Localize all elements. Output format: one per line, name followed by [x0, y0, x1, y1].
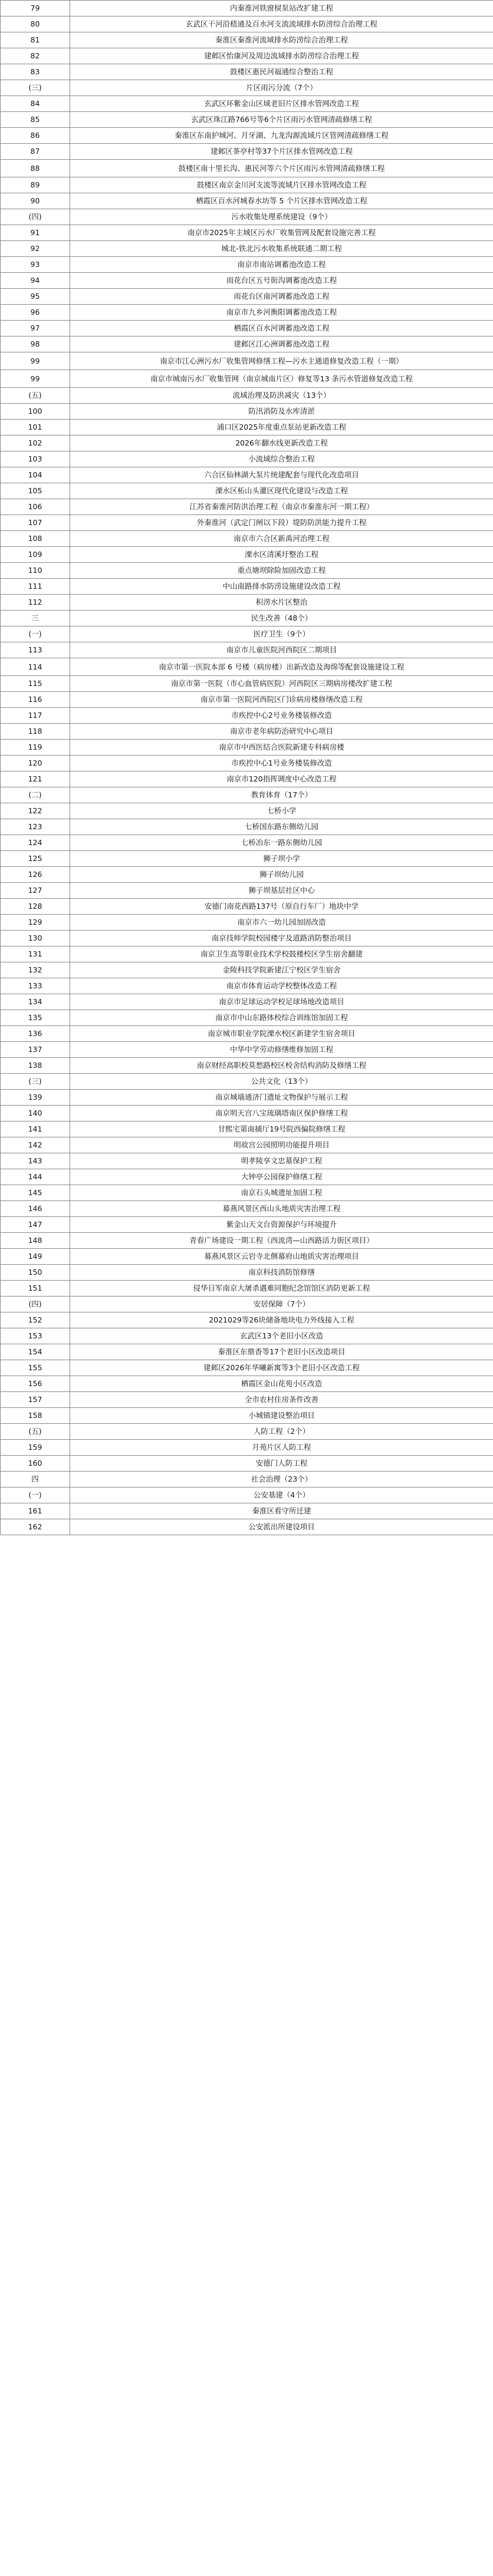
row-number: (三) — [1, 1074, 70, 1090]
project-name: 防汛消防及水库清淤 — [70, 404, 493, 420]
section-heading: 医疗卫生（9个） — [70, 626, 493, 642]
row-number: 84 — [1, 96, 70, 112]
row-number: 94 — [1, 273, 70, 289]
table-row — [1, 1472, 493, 1487]
project-name: 南京卫生高等职业技术学校鼓楼校区学生宿舍翻建 — [70, 946, 493, 962]
row-number: 154 — [1, 1344, 70, 1360]
row-number: 82 — [1, 48, 70, 64]
project-name: 玄武区干河沿嵇通及百水河支流流域排水防涝综合治理工程 — [70, 17, 493, 32]
table-row — [1, 611, 493, 626]
table-row — [1, 112, 493, 128]
project-name: 月苑片区人防工程 — [70, 1440, 493, 1456]
project-name: 栖霞区金山花苑小区改造 — [70, 1376, 493, 1392]
row-number: 144 — [1, 1169, 70, 1185]
row-number: 95 — [1, 289, 70, 305]
row-number: 142 — [1, 1137, 70, 1153]
row-number: 98 — [1, 337, 70, 352]
table-row — [1, 1519, 493, 1535]
project-name: 侵华日军南京大屠杀遇难同胞纪念馆馆区消防更新工程 — [70, 1281, 493, 1297]
project-name: 七桥国东路东侧幼儿园 — [70, 819, 493, 835]
table-row — [1, 1328, 493, 1344]
table-row — [1, 563, 493, 579]
row-number: 121 — [1, 771, 70, 787]
project-name: 江苏省秦淮河防洪治理工程（南京市秦淮东河一期工程） — [70, 499, 493, 515]
table-row — [1, 273, 493, 289]
table-row — [1, 337, 493, 352]
row-number: 87 — [1, 144, 70, 160]
project-name: 中华中学劳动修缮维修加固工程 — [70, 1042, 493, 1058]
section-heading: 人防工程（2个） — [70, 1424, 493, 1440]
project-name: 狮子坝小学 — [70, 851, 493, 867]
row-number: 128 — [1, 899, 70, 915]
project-name: 建邺区茶亭村等37个片区排水管网改造工程 — [70, 144, 493, 160]
section-heading: 流域治理及防洪减灾（13个） — [70, 388, 493, 404]
row-number: 99 — [1, 352, 70, 370]
table-row — [1, 1185, 493, 1201]
table-row — [1, 531, 493, 547]
table-row — [1, 1360, 493, 1376]
project-name: 紫金山天文台资源保护与环境提升 — [70, 1217, 493, 1233]
project-name: 南京市城南污水厂收集管网（南京城南片区）修复等13 条污水管道修复改造工程 — [70, 370, 493, 388]
row-number: 155 — [1, 1360, 70, 1376]
project-name: 南京市九乡河衡阳调蓄池改造工程 — [70, 305, 493, 321]
project-name: 玄武区珠江路766号等6个片区雨污水管网清疏修缮工程 — [70, 112, 493, 128]
table-row — [1, 483, 493, 499]
table-row — [1, 978, 493, 994]
row-number: 107 — [1, 515, 70, 531]
table-row — [1, 289, 493, 305]
row-number: 124 — [1, 835, 70, 851]
table-row — [1, 1, 493, 17]
row-number: 126 — [1, 867, 70, 883]
row-number: 141 — [1, 1122, 70, 1137]
project-name: 大钟亭公园保护修缮工程 — [70, 1169, 493, 1185]
row-number: 115 — [1, 676, 70, 692]
row-number: 134 — [1, 994, 70, 1010]
table-row — [1, 193, 493, 209]
project-name: 全市农村住房条件改善 — [70, 1392, 493, 1408]
project-name: 七桥小学 — [70, 803, 493, 819]
row-number: 86 — [1, 128, 70, 144]
row-number: 146 — [1, 1201, 70, 1217]
table-row — [1, 771, 493, 787]
table-row — [1, 1137, 493, 1153]
project-name: 南京明天宫八宝琉璃塔南区保护修缮工程 — [70, 1106, 493, 1122]
row-number: 116 — [1, 692, 70, 708]
row-number: 97 — [1, 321, 70, 337]
row-number: 123 — [1, 819, 70, 835]
project-name: 小城镇建设整治项目 — [70, 1408, 493, 1424]
table-row — [1, 1233, 493, 1249]
project-name: 南京市六一幼儿园加固改造 — [70, 915, 493, 931]
project-name: 南京市第一医院河西院区门诊病房楼修缮改造工程 — [70, 692, 493, 708]
table-row — [1, 1249, 493, 1265]
table-row — [1, 160, 493, 177]
row-number: 136 — [1, 1026, 70, 1042]
row-number: 88 — [1, 160, 70, 177]
row-number: 83 — [1, 64, 70, 80]
project-name: 溧水区清溪圩整治工程 — [70, 547, 493, 563]
row-number: 120 — [1, 756, 70, 771]
project-name: 安德门人防工程 — [70, 1456, 493, 1472]
table-row — [1, 579, 493, 595]
row-number: (一) — [1, 626, 70, 642]
row-number: (一) — [1, 1487, 70, 1503]
project-name: 鼓楼区南十里长沟、惠民河等六个片区雨污水管网清疏修缮工程 — [70, 160, 493, 177]
row-number: 143 — [1, 1153, 70, 1169]
project-name: 小流域综合整治工程 — [70, 451, 493, 467]
section-heading: 公安基建（4个） — [70, 1487, 493, 1503]
row-number: 156 — [1, 1376, 70, 1392]
table-row — [1, 321, 493, 337]
table-row — [1, 370, 493, 388]
row-number: 101 — [1, 420, 70, 436]
project-name: 南京市南站调蓄池改造工程 — [70, 257, 493, 273]
row-number: 137 — [1, 1042, 70, 1058]
row-number: (二) — [1, 787, 70, 803]
table-row — [1, 803, 493, 819]
project-name: 中山南路排水防涝设施建设改造工程 — [70, 579, 493, 595]
table-row — [1, 676, 493, 692]
table-row — [1, 1074, 493, 1090]
row-number: 159 — [1, 1440, 70, 1456]
section-heading: 社会治理（23个） — [70, 1472, 493, 1487]
row-number: 160 — [1, 1456, 70, 1472]
row-number: 93 — [1, 257, 70, 273]
row-number: (三) — [1, 80, 70, 96]
row-number: 132 — [1, 962, 70, 978]
table-row — [1, 1106, 493, 1122]
project-name: 南京石头城遗址加固工程 — [70, 1185, 493, 1201]
project-name: 甘熙宅第南捕厅19号院西偏院修缮工程 — [70, 1122, 493, 1137]
table-row — [1, 642, 493, 658]
row-number: 四 — [1, 1472, 70, 1487]
table-row — [1, 724, 493, 740]
project-name: 青春广场建设一期工程（西流湾—山西路活力街区项目） — [70, 1233, 493, 1249]
table-row — [1, 420, 493, 436]
project-name: 建邺区2026年华曦新寓等3个老旧小区改造工程 — [70, 1360, 493, 1376]
project-name: 玄武区13个老旧小区改造 — [70, 1328, 493, 1344]
project-name: 六合区仙林湖大泵片统建配套与现代化改造项目 — [70, 467, 493, 483]
project-table-body — [1, 1, 493, 1535]
table-row — [1, 658, 493, 676]
table-row — [1, 1169, 493, 1185]
row-number: 81 — [1, 32, 70, 48]
row-number: 106 — [1, 499, 70, 515]
project-name: 重点塘坝除险加固改造工程 — [70, 563, 493, 579]
project-name: 南京市足球运动学校足球场地改造项目 — [70, 994, 493, 1010]
table-row — [1, 994, 493, 1010]
table-row — [1, 595, 493, 611]
project-name: 秦淮区看守所迁建 — [70, 1503, 493, 1519]
table-row — [1, 867, 493, 883]
row-number: 149 — [1, 1249, 70, 1265]
table-row — [1, 962, 493, 978]
row-number: 99 — [1, 370, 70, 388]
row-number: 148 — [1, 1233, 70, 1249]
project-name: 建邺区江心洲调蓄池改造工程 — [70, 337, 493, 352]
table-row — [1, 404, 493, 420]
table-row — [1, 96, 493, 112]
table-row — [1, 1122, 493, 1137]
table-row — [1, 64, 493, 80]
project-name: 秦淮区东鼎香等17个老旧小区改造项目 — [70, 1344, 493, 1360]
row-number: (四) — [1, 209, 70, 225]
table-row — [1, 1487, 493, 1503]
row-number: 108 — [1, 531, 70, 547]
project-name: 外秦淮河（武定门闸以下段）堤防防洪能力提升工程 — [70, 515, 493, 531]
row-number: 130 — [1, 931, 70, 946]
row-number: 158 — [1, 1408, 70, 1424]
table-row — [1, 80, 493, 96]
table-row — [1, 1376, 493, 1392]
row-number: 152 — [1, 1312, 70, 1328]
table-row — [1, 1042, 493, 1058]
table-row — [1, 32, 493, 48]
row-number: 110 — [1, 563, 70, 579]
project-name: 公安派出所建设项目 — [70, 1519, 493, 1535]
table-row — [1, 626, 493, 642]
table-row — [1, 547, 493, 563]
project-name: 明故宫公园照明功能提升项目 — [70, 1137, 493, 1153]
row-number: 92 — [1, 241, 70, 257]
project-name: 南京市江心洲污水厂收集管网修缮工程—污水主通道修复改造工程（一期） — [70, 352, 493, 370]
project-name: 南京科技消防馆修缮 — [70, 1265, 493, 1281]
row-number: 96 — [1, 305, 70, 321]
table-row — [1, 467, 493, 483]
row-number: 151 — [1, 1281, 70, 1297]
project-name: 幕燕风景区西山头地质灾害治理工程 — [70, 1201, 493, 1217]
project-name: 玄武区环紫金山区域老旧片区排水管网改造工程 — [70, 96, 493, 112]
table-row — [1, 451, 493, 467]
row-number: 79 — [1, 1, 70, 17]
project-name: 南京市体育运动学校整体改造工程 — [70, 978, 493, 994]
table-row — [1, 436, 493, 451]
table-row — [1, 144, 493, 160]
table-row — [1, 931, 493, 946]
row-number: 119 — [1, 740, 70, 756]
table-row — [1, 1424, 493, 1440]
row-number: 117 — [1, 708, 70, 724]
section-heading: 片区雨污分流（7个） — [70, 80, 493, 96]
row-number: 135 — [1, 1010, 70, 1026]
project-name: 积涝水片区整治 — [70, 595, 493, 611]
project-name: 市疾控中心1号业务楼装修改造 — [70, 756, 493, 771]
project-name: 安德门南花西路137号（原自行车厂）地块中学 — [70, 899, 493, 915]
row-number: 103 — [1, 451, 70, 467]
row-number: 90 — [1, 193, 70, 209]
project-name: 鼓楼区惠民河福通综合整治工程 — [70, 64, 493, 80]
project-name: 南京市第一医院本部 6 号楼（病房楼）出新改造及海绵等配套设施建设工程 — [70, 658, 493, 676]
table-row — [1, 1058, 493, 1074]
project-name: 金陵科技学院新建江宁校区学生宿舍 — [70, 962, 493, 978]
project-name: 南京财经高职校莫愁路校区校舍结构消防及修缮工程 — [70, 1058, 493, 1074]
row-number: 138 — [1, 1058, 70, 1074]
table-row — [1, 305, 493, 321]
row-number: 100 — [1, 404, 70, 420]
row-number: 80 — [1, 17, 70, 32]
table-row — [1, 819, 493, 835]
table-row — [1, 946, 493, 962]
project-name: 狮子坝幼儿园 — [70, 867, 493, 883]
table-row — [1, 1440, 493, 1456]
table-row — [1, 1392, 493, 1408]
project-name: 南京城墙通济门遗址文物保护与展示工程 — [70, 1090, 493, 1106]
row-number: 125 — [1, 851, 70, 867]
row-number: 127 — [1, 883, 70, 899]
table-row — [1, 1503, 493, 1519]
table-row — [1, 128, 493, 144]
row-number: (五) — [1, 1424, 70, 1440]
project-name: 南京市2025年主城区污水厂收集管网及配套设施完善工程 — [70, 225, 493, 241]
row-number: 147 — [1, 1217, 70, 1233]
table-row — [1, 899, 493, 915]
project-name: 2021029等26块储备地块电力外线接入工程 — [70, 1312, 493, 1328]
table-row — [1, 835, 493, 851]
project-name: 栖霞区百水河调蓄池改造工程 — [70, 321, 493, 337]
project-name: 雨花台区五号街沟调蓄池改造工程 — [70, 273, 493, 289]
row-number: 139 — [1, 1090, 70, 1106]
row-number: 114 — [1, 658, 70, 676]
row-number: 161 — [1, 1503, 70, 1519]
project-name: 鼓楼区南京金川河支流等流域片区排水管网改造工程 — [70, 177, 493, 193]
row-number: 157 — [1, 1392, 70, 1408]
table-row — [1, 1153, 493, 1169]
project-name: 2026年翻水线更新改造工程 — [70, 436, 493, 451]
row-number: 140 — [1, 1106, 70, 1122]
project-name: 秦淮区秦淮河流域排水防涝综合治理工程 — [70, 32, 493, 48]
project-name: 溧水区柘山头灌区现代化建设与改造工程 — [70, 483, 493, 499]
section-heading: 民生改善（48个） — [70, 611, 493, 626]
table-row — [1, 708, 493, 724]
project-name: 内秦淮河铁窗棂泵站改扩建工程 — [70, 1, 493, 17]
row-number: 113 — [1, 642, 70, 658]
project-name: 明孝陵享文忠墓保护工程 — [70, 1153, 493, 1169]
table-row — [1, 851, 493, 867]
row-number: 145 — [1, 1185, 70, 1201]
table-row — [1, 1201, 493, 1217]
table-row — [1, 756, 493, 771]
table-row — [1, 48, 493, 64]
row-number: 118 — [1, 724, 70, 740]
project-name: 狮子坝基层社区中心 — [70, 883, 493, 899]
table-row — [1, 17, 493, 32]
table-row — [1, 1026, 493, 1042]
row-number: 153 — [1, 1328, 70, 1344]
project-name: 南京市中西医结合医院新建专科病房楼 — [70, 740, 493, 756]
table-row — [1, 499, 493, 515]
table-row — [1, 1265, 493, 1281]
project-name: 幕燕风景区云岩寺北侧幕府山地质灾害治理项目 — [70, 1249, 493, 1265]
table-row — [1, 740, 493, 756]
table-row — [1, 1281, 493, 1297]
row-number: 111 — [1, 579, 70, 595]
table-row — [1, 1408, 493, 1424]
row-number: 85 — [1, 112, 70, 128]
table-row — [1, 1312, 493, 1328]
table-row — [1, 1217, 493, 1233]
row-number: 102 — [1, 436, 70, 451]
project-name: 秦淮区东南护城河、月牙湖、九龙沟源流域片区管网清疏修缮工程 — [70, 128, 493, 144]
row-number: 104 — [1, 467, 70, 483]
table-row — [1, 883, 493, 899]
row-number: (五) — [1, 388, 70, 404]
project-name: 市疾控中心2号业务楼装修改造 — [70, 708, 493, 724]
table-row — [1, 1344, 493, 1360]
row-number: (四) — [1, 1297, 70, 1312]
row-number: 131 — [1, 946, 70, 962]
row-number: 150 — [1, 1265, 70, 1281]
project-name: 南京市六合区新禹河治理工程 — [70, 531, 493, 547]
row-number: 162 — [1, 1519, 70, 1535]
table-row — [1, 1297, 493, 1312]
row-number: 109 — [1, 547, 70, 563]
project-name: 南京城市职业学院溧水校区新建学生宿舍项目 — [70, 1026, 493, 1042]
row-number: 91 — [1, 225, 70, 241]
row-number: 三 — [1, 611, 70, 626]
table-row — [1, 388, 493, 404]
table-row — [1, 787, 493, 803]
table-row — [1, 1090, 493, 1106]
row-number: 122 — [1, 803, 70, 819]
table-row — [1, 1456, 493, 1472]
table-row — [1, 257, 493, 273]
project-name: 建邺区怡康河及周边流域排水防涝综合治理工程 — [70, 48, 493, 64]
row-number: 112 — [1, 595, 70, 611]
project-name: 栖霞区百水河城春水坊等 5 个片区排水管网改造工程 — [70, 193, 493, 209]
table-row — [1, 177, 493, 193]
table-row — [1, 692, 493, 708]
row-number: 133 — [1, 978, 70, 994]
table-row — [1, 209, 493, 225]
project-name: 浦口区2025年度重点泵站更新改造工程 — [70, 420, 493, 436]
row-number: 89 — [1, 177, 70, 193]
table-row — [1, 352, 493, 370]
table-row — [1, 241, 493, 257]
project-name: 七桥冶东一路东侧幼儿园 — [70, 835, 493, 851]
project-name: 南京市第一医院（市心血管病医院）河西院区三期病房楼改扩建工程 — [70, 676, 493, 692]
table-row — [1, 515, 493, 531]
section-heading: 安居保障（7个） — [70, 1297, 493, 1312]
project-name: 南京市中山东路体校综合训练馆加固工程 — [70, 1010, 493, 1026]
row-number: 105 — [1, 483, 70, 499]
project-name: 雨花台区南河调蓄池改造工程 — [70, 289, 493, 305]
table-row — [1, 1010, 493, 1026]
section-heading: 污水收集处理系统建设（9个） — [70, 209, 493, 225]
project-name: 南京市儿童医院河西院区二期项目 — [70, 642, 493, 658]
project-name: 南京市老年病防治研究中心项目 — [70, 724, 493, 740]
project-name: 南京市120指挥调度中心改造工程 — [70, 771, 493, 787]
project-name: 南京技师学院校园楼宇及道路消防整治项目 — [70, 931, 493, 946]
row-number: 129 — [1, 915, 70, 931]
project-name: 城北-铁北污水收集系统联通二期工程 — [70, 241, 493, 257]
table-row — [1, 225, 493, 241]
table-row — [1, 915, 493, 931]
section-heading: 公共文化（13个） — [70, 1074, 493, 1090]
section-heading: 教育体育（17个） — [70, 787, 493, 803]
